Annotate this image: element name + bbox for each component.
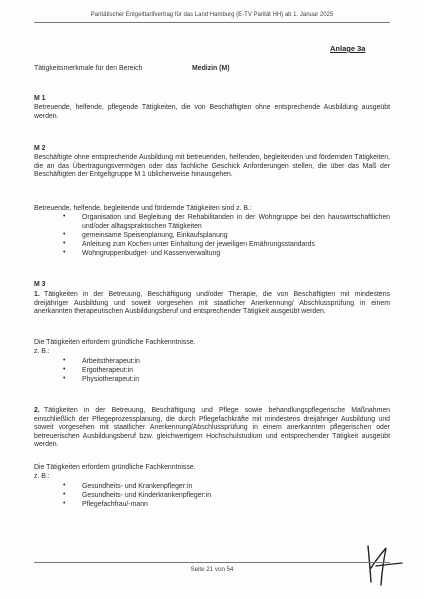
m2-text: Beschäftigte ohne entsprechende Ausbildung mit betreuenden, helfenden, begleitenden und fördernden Tätigkeiten, die an das Übertragungsvermögen oder das fachliche Geschick Anforderungen stellen, die über das Maß der Beschäftigten der Entgeltgruppe M 1 üblicherweise hinausgehen. — [34, 154, 390, 179]
m2-item-4: Wohngruppenbudget- und Kassenverwaltung — [82, 250, 221, 257]
bullet: • — [63, 482, 66, 489]
handwritten-signature — [362, 538, 406, 588]
m3-p1-item-1: Arbeitstherapeut:in — [82, 358, 140, 365]
header-rule — [34, 22, 390, 23]
m3-heading: M 3 — [34, 281, 46, 288]
m2-heading: M 2 — [34, 145, 46, 152]
m3-p2 — [34, 407, 390, 450]
anlage-label: Anlage 3a — [330, 44, 366, 53]
m2-intro: Betreuende, helfende, begleitende und fördernde Tätigkeiten sind z. B.: — [34, 205, 252, 212]
m3-p2-zb: z. B.: — [34, 473, 50, 480]
m2-item-2: gemeinsame Speisenplanung, Einkaufsplanung — [82, 232, 228, 239]
m3-p2-requirement: Die Tätigkeiten erfordern gründliche Fachkenntnisse. — [34, 464, 196, 471]
bullet: • — [63, 500, 66, 507]
m3-p2-number: 2. — [34, 407, 40, 414]
running-header: Paritätischer Entgelttarifvertrag für das Land Hamburg (E-TV Parität HH) ab 1. Januar 2025 — [90, 12, 334, 18]
bullet: • — [63, 375, 66, 382]
bullet: • — [63, 366, 66, 373]
m1-heading: M 1 — [34, 95, 46, 102]
m2-item-1: Organisation und Begleitung der Rehabilitanden in der Wohngruppe bei den hauswirtschaftlichen und/oder alltagspraktischen Tätigkeiten — [82, 214, 390, 230]
m1-text: Betreuende, helfende, pflegende Tätigkeiten, die von Beschäftigten ohne entsprechende Ausbildung ausgeübt werden. — [34, 104, 390, 120]
footer-rule — [34, 562, 390, 563]
bullet: • — [63, 231, 66, 238]
m3-p2-item-3: Pflegefachfrau/-mann — [82, 501, 148, 508]
m3-p2-item-1: Gesundheits- und Krankenpfleger:in — [82, 483, 193, 490]
m3-p2-text: Tätigkeiten in der Betreuung, Beschäftigung und Pflege sowie behandlungspflegerische Maßnahmen einschließlich der Pflegeprozessplanung, die durch Pflegefachkräfte mit mindestens dreijähriger Ausbildung und soweit vorgesehen mit staatlicher Anerkennung/Abschlussprüfung in einem anerkannten pflegerischen oder betreuerischen Ausbildungsberuf bzw. gleichwertigem Hochschulstudium und entsprechender Tätigkeit ausgeübt werden. — [34, 407, 390, 449]
bereich-value: Medizin (M) — [192, 65, 230, 72]
bullet: • — [63, 491, 66, 498]
bereich-label: Tätigkeitsmerkmale für den Bereich — [34, 65, 143, 72]
m3-p1-text: Tätigkeiten in der Betreuung, Beschäftigung und/oder Therapie, die von Beschäftigten mit mindestens dreijähriger Ausbildung und soweit vorgesehen mit staatlicher Anerkennung/ Abschlussprüfung in einem anerkannten therapeutischen Ausbildungsberuf und entsprechender Tätigkeit ausgeübt werden. — [34, 291, 390, 316]
bullet: • — [63, 357, 66, 364]
m3-p1-zb: z. B.: — [34, 348, 50, 355]
m3-p1-number: 1. — [34, 291, 40, 298]
bullet: • — [63, 249, 66, 256]
m3-p1-item-2: Ergotherapeut:in — [82, 367, 133, 374]
m3-p1-requirement: Die Tätigkeiten erfordern gründliche Fachkenntnisse. — [34, 339, 196, 346]
m3-p1-item-3: Physiotherapeut:in — [82, 376, 140, 383]
bullet: • — [63, 240, 66, 247]
m2-item-3: Anleitung zum Kochen unter Einhaltung der jeweiligen Ernährungsstandards — [82, 241, 315, 248]
page-number: Seite 21 von 54 — [190, 566, 234, 573]
bullet: • — [63, 213, 66, 220]
m3-p2-item-2: Gesundheits- und Kinderkrankenpfleger:in — [82, 492, 212, 499]
m3-p1 — [34, 291, 390, 317]
